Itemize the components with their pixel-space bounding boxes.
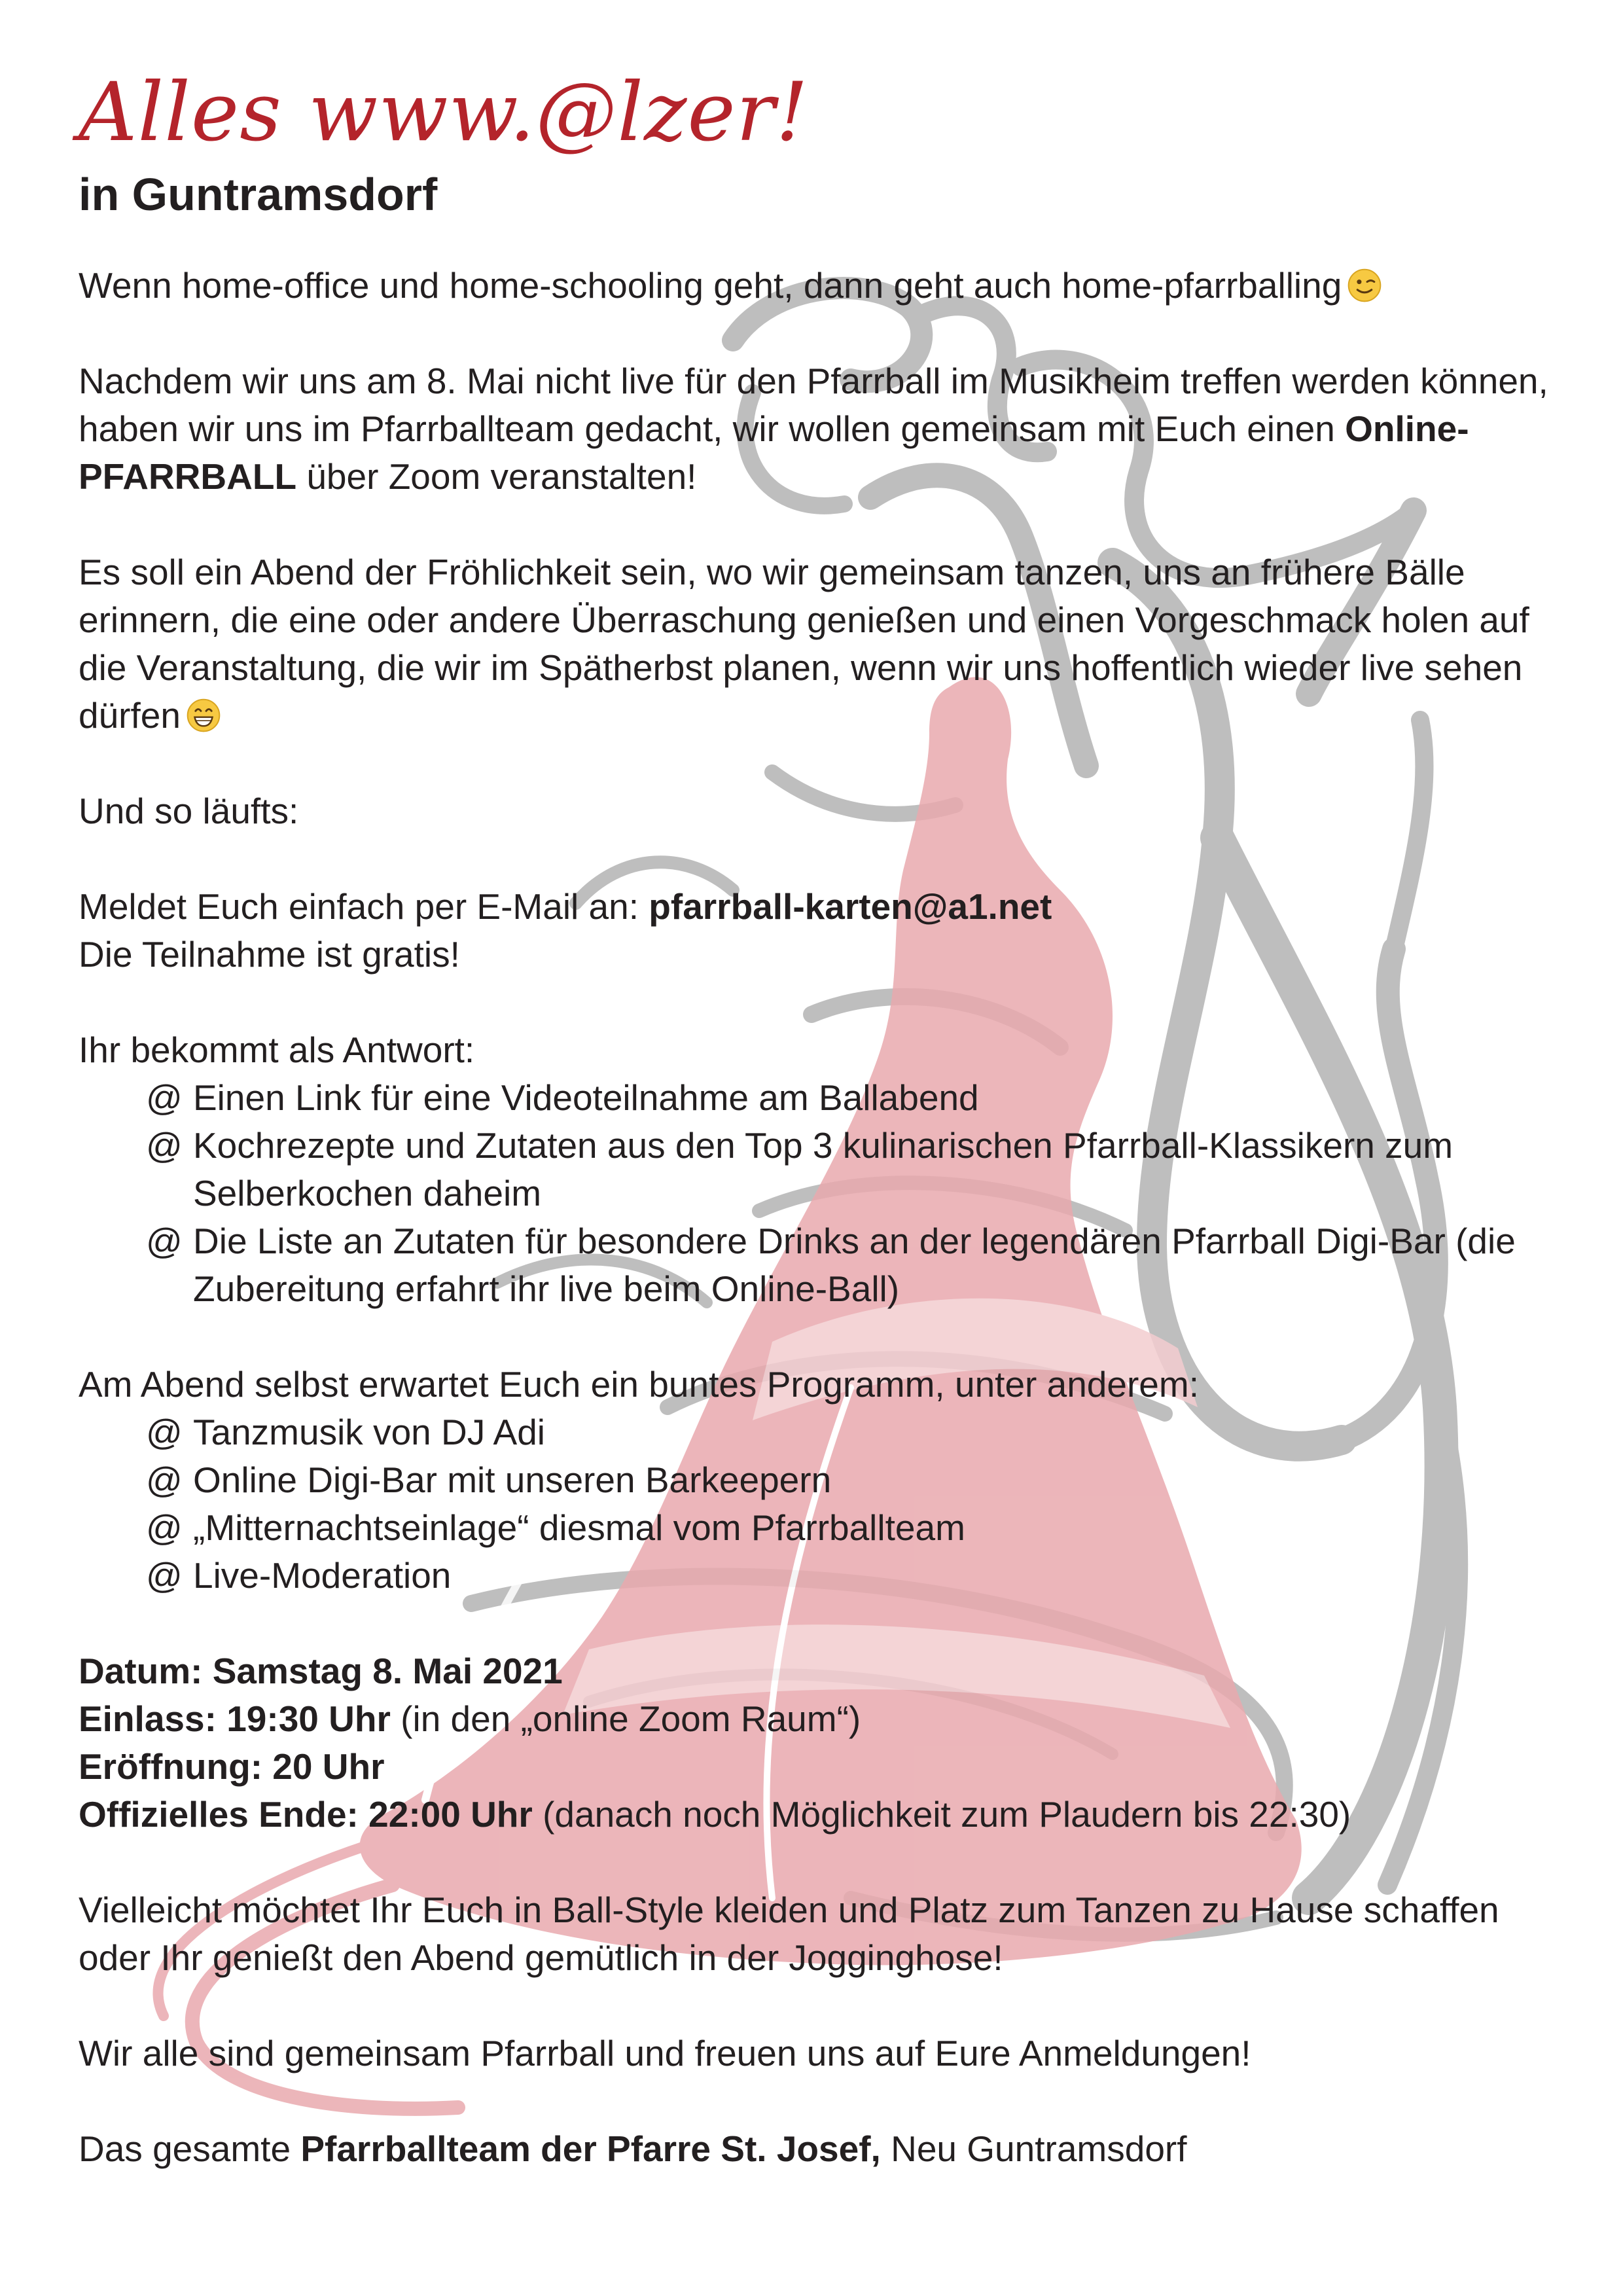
style-paragraph: Vielleicht möchtet Ihr Euch in Ball-Style kleiden und Platz zum Tanzen zu Hause schaffen oder Ihr genießt den Abend gemütlich in der Jogginghose! bbox=[79, 1890, 1499, 1978]
reply-item-recipes: @ Kochrezepte und Zutaten aus den Top 3 kulinarischen Pfarrball-Klassikern zum Selberkochen daheim bbox=[79, 1122, 1558, 1217]
grinning-face-icon bbox=[186, 698, 221, 733]
intro-paragraph bbox=[79, 262, 1558, 310]
announcement-text-before: Nachdem wir uns am 8. Mai nicht live für den Pfarrball im Musikheim treffen werden können, haben wir uns im Pfarrballteam gedacht, wir wollen gemeinsam mit Euch einen bbox=[79, 361, 1548, 449]
signature-prefix: Das gesamte bbox=[79, 2128, 301, 2169]
flyer-subtitle: in Guntramsdorf bbox=[79, 169, 438, 220]
signature bbox=[79, 2125, 1558, 2173]
event-opening: Eröffnung: 20 Uhr bbox=[79, 1746, 385, 1787]
reply-heading: Ihr bekommt als Antwort: bbox=[79, 1030, 475, 1070]
event-date: Datum: Samstag 8. Mai 2021 bbox=[79, 1651, 563, 1691]
register-line bbox=[79, 883, 1558, 931]
program-list bbox=[79, 1408, 1558, 1600]
program-item-midnight: @ „Mitternachtseinlage“ diesmal vom Pfarrballteam bbox=[79, 1504, 1558, 1552]
closing-paragraph: Wir alle sind gemeinsam Pfarrball und freuen uns auf Eure Anmeldungen! bbox=[79, 2033, 1251, 2073]
event-end-note: (danach noch Möglichkeit zum Plaudern bis 22:30) bbox=[532, 1794, 1351, 1835]
event-admission-note: (in den „online Zoom Raum“) bbox=[390, 1698, 861, 1739]
register-label: Meldet Euch einfach per E-Mail an: bbox=[79, 886, 649, 927]
event-end: Offizielles Ende: 22:00 Uhr bbox=[79, 1794, 533, 1835]
intro-text: Wenn home-office und home-schooling geht, dann geht auch home-pfarrballing bbox=[79, 265, 1342, 306]
evening-paragraph bbox=[79, 548, 1558, 740]
flyer-title: Alles www.@lzer! bbox=[79, 65, 809, 160]
how-heading: Und so läufts: bbox=[79, 791, 299, 831]
announcement-paragraph bbox=[79, 357, 1558, 501]
announcement-text-after: über Zoom veranstalten! bbox=[296, 456, 697, 497]
program-item-dj: @ Tanzmusik von DJ Adi bbox=[79, 1408, 1558, 1456]
winking-face-icon bbox=[1347, 268, 1382, 303]
reply-list bbox=[79, 1074, 1558, 1313]
register-email-link[interactable]: pfarrball-karten@a1.net bbox=[649, 886, 1052, 927]
reply-item-video-link: @ Einen Link für eine Videoteilnahme am Ballabend bbox=[79, 1074, 1558, 1122]
evening-text: Es soll ein Abend der Fröhlichkeit sein, wo wir gemeinsam tanzen, uns an frühere Bälle erinnern, die eine oder andere Überraschung genießen und einen Vorgeschmack holen auf die Veranstaltung, die wir im Spätherbst planen, wenn wir uns hoffentlich wieder live sehen dürfen bbox=[79, 552, 1529, 736]
program-item-moderation: @ Live-Moderation bbox=[79, 1552, 1558, 1600]
flyer-body bbox=[79, 262, 1558, 2221]
program-item-digibar: @ Online Digi-Bar mit unseren Barkeepern bbox=[79, 1456, 1558, 1504]
event-details bbox=[79, 1647, 1558, 1839]
reply-item-drinks: @ Die Liste an Zutaten für besondere Drinks an der legendären Pfarrball Digi-Bar (die Zubereitung erfahrt ihr live beim Online-Ball) bbox=[79, 1217, 1558, 1313]
signature-team: Pfarrballteam der Pfarre St. Josef, bbox=[300, 2128, 881, 2169]
signature-suffix: Neu Guntramsdorf bbox=[880, 2128, 1187, 2169]
program-heading: Am Abend selbst erwartet Euch ein buntes Programm, unter anderem: bbox=[79, 1364, 1199, 1405]
event-admission: Einlass: 19:30 Uhr bbox=[79, 1698, 391, 1739]
free-note: Die Teilnahme ist gratis! bbox=[79, 934, 460, 975]
announcement-highlight: Online-PFARRBALL bbox=[79, 408, 1469, 497]
